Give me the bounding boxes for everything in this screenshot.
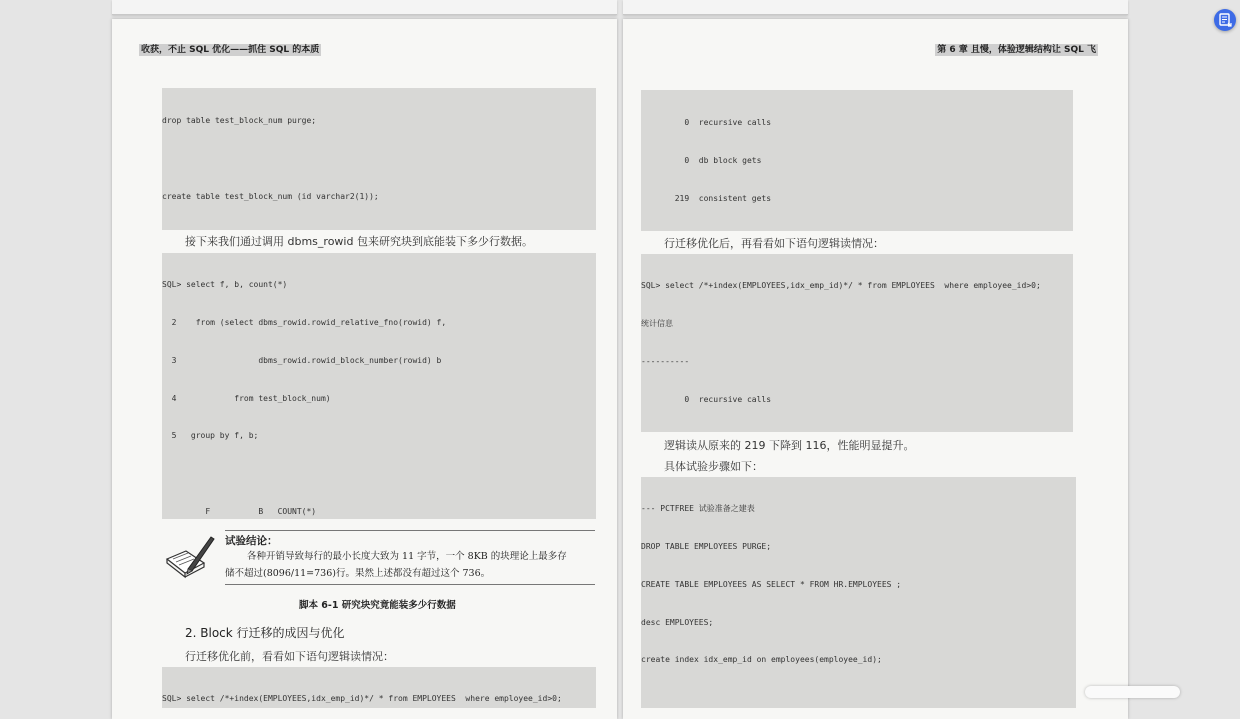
code-line: create index idx_emp_id on employees(employee_id); bbox=[641, 654, 1076, 667]
left-page-header: 收获，不止 SQL 优化——抓住 SQL 的本质 bbox=[139, 44, 321, 56]
code-line: desc EMPLOYEES; bbox=[641, 617, 1076, 630]
code-line: drop table test_block_num purge; bbox=[162, 115, 596, 128]
code-line bbox=[162, 229, 596, 230]
code-block-steps bbox=[641, 477, 1076, 708]
previous-right-page-edge bbox=[623, 0, 1128, 15]
paragraph-rowid: 接下来我们通过调用 dbms_rowid 包来研究块到底能装下多少行数据。 bbox=[185, 233, 533, 249]
code-line: 统计信息 bbox=[641, 318, 1073, 331]
code-line: --- PCTFREE 试验准备之建表 bbox=[641, 503, 1076, 516]
previous-left-page-edge bbox=[112, 0, 617, 15]
section-heading: 2. Block 行迁移的成因与优化 bbox=[185, 624, 345, 641]
code-line: 0 recursive calls bbox=[641, 394, 1073, 407]
code-line: SQL> select /*+index(EMPLOYEES,idx_emp_id)*/ * from EMPLOYEES where employee_id>0; bbox=[641, 280, 1073, 293]
code-line: 4 from test_block_num) bbox=[162, 393, 596, 406]
paragraph-after-optimization: 行迁移优化后，再看看如下语句逻辑读情况： bbox=[664, 235, 884, 251]
paragraph-steps: 具体试验步骤如下： bbox=[664, 458, 763, 474]
conclusion-title: 试验结论： bbox=[225, 533, 595, 548]
code-line bbox=[641, 692, 1076, 705]
code-line: ---------- bbox=[641, 356, 1073, 369]
code-line: 3 dbms_rowid.rowid_block_number(rowid) b bbox=[162, 355, 596, 368]
code-line: SQL> select /*+index(EMPLOYEES,idx_emp_id)*/ * from EMPLOYEES where employee_id>0; bbox=[162, 693, 596, 706]
code-line: 219 consistent gets bbox=[641, 193, 1073, 206]
right-page bbox=[623, 19, 1128, 719]
code-line: DROP TABLE EMPLOYEES PURGE; bbox=[641, 541, 1076, 554]
code-block-rowid-query bbox=[162, 253, 596, 519]
left-page bbox=[112, 19, 617, 719]
code-line: create table test_block_num (id varchar2(1)); bbox=[162, 191, 596, 204]
bottom-toolbar-edge bbox=[1085, 686, 1180, 698]
conclusion-box bbox=[225, 530, 595, 585]
code-line: 5 group by f, b; bbox=[162, 430, 596, 443]
conclusion-line-2: 储不超过(8096/11=736)行。果然上述都没有超过这个 736。 bbox=[225, 565, 595, 582]
right-page-header: 第 6 章 且慢，体验逻辑结构让 SQL 飞 bbox=[935, 44, 1098, 56]
code-line bbox=[641, 431, 1073, 432]
code-line: 2 from (select dbms_rowid.rowid_relative_fno(rowid) f, bbox=[162, 317, 596, 330]
code-block-before-optimization bbox=[162, 667, 596, 708]
code-block-stats-before bbox=[641, 90, 1073, 231]
book-convert-icon bbox=[1214, 9, 1236, 31]
code-line: F B COUNT(*) bbox=[162, 506, 596, 519]
code-line: CREATE TABLE EMPLOYEES AS SELECT * FROM HR.EMPLOYEES ; bbox=[641, 579, 1076, 592]
conclusion-line-1: 各种开销导致每行的最小长度大致为 11 字节，一个 8KB 的块理论上最多存 bbox=[225, 548, 595, 565]
script-caption: 脚本 6-1 研究块究竟能装多少行数据 bbox=[299, 597, 456, 611]
paragraph-before-optimization: 行迁移优化前，看看如下语句逻辑读情况： bbox=[185, 648, 394, 664]
code-line: 0 db block gets bbox=[641, 155, 1073, 168]
floating-action-button[interactable] bbox=[1214, 9, 1236, 31]
code-line bbox=[162, 153, 596, 166]
notebook-pen-icon bbox=[164, 533, 216, 579]
code-line: 0 recursive calls bbox=[641, 117, 1073, 130]
paragraph-result: 逻辑读从原来的 219 下降到 116，性能明显提升。 bbox=[664, 437, 914, 453]
code-block-stats-after bbox=[641, 254, 1073, 432]
code-line bbox=[162, 468, 596, 481]
code-line: SQL> select f, b, count(*) bbox=[162, 279, 596, 292]
code-block-create-table bbox=[162, 88, 596, 230]
